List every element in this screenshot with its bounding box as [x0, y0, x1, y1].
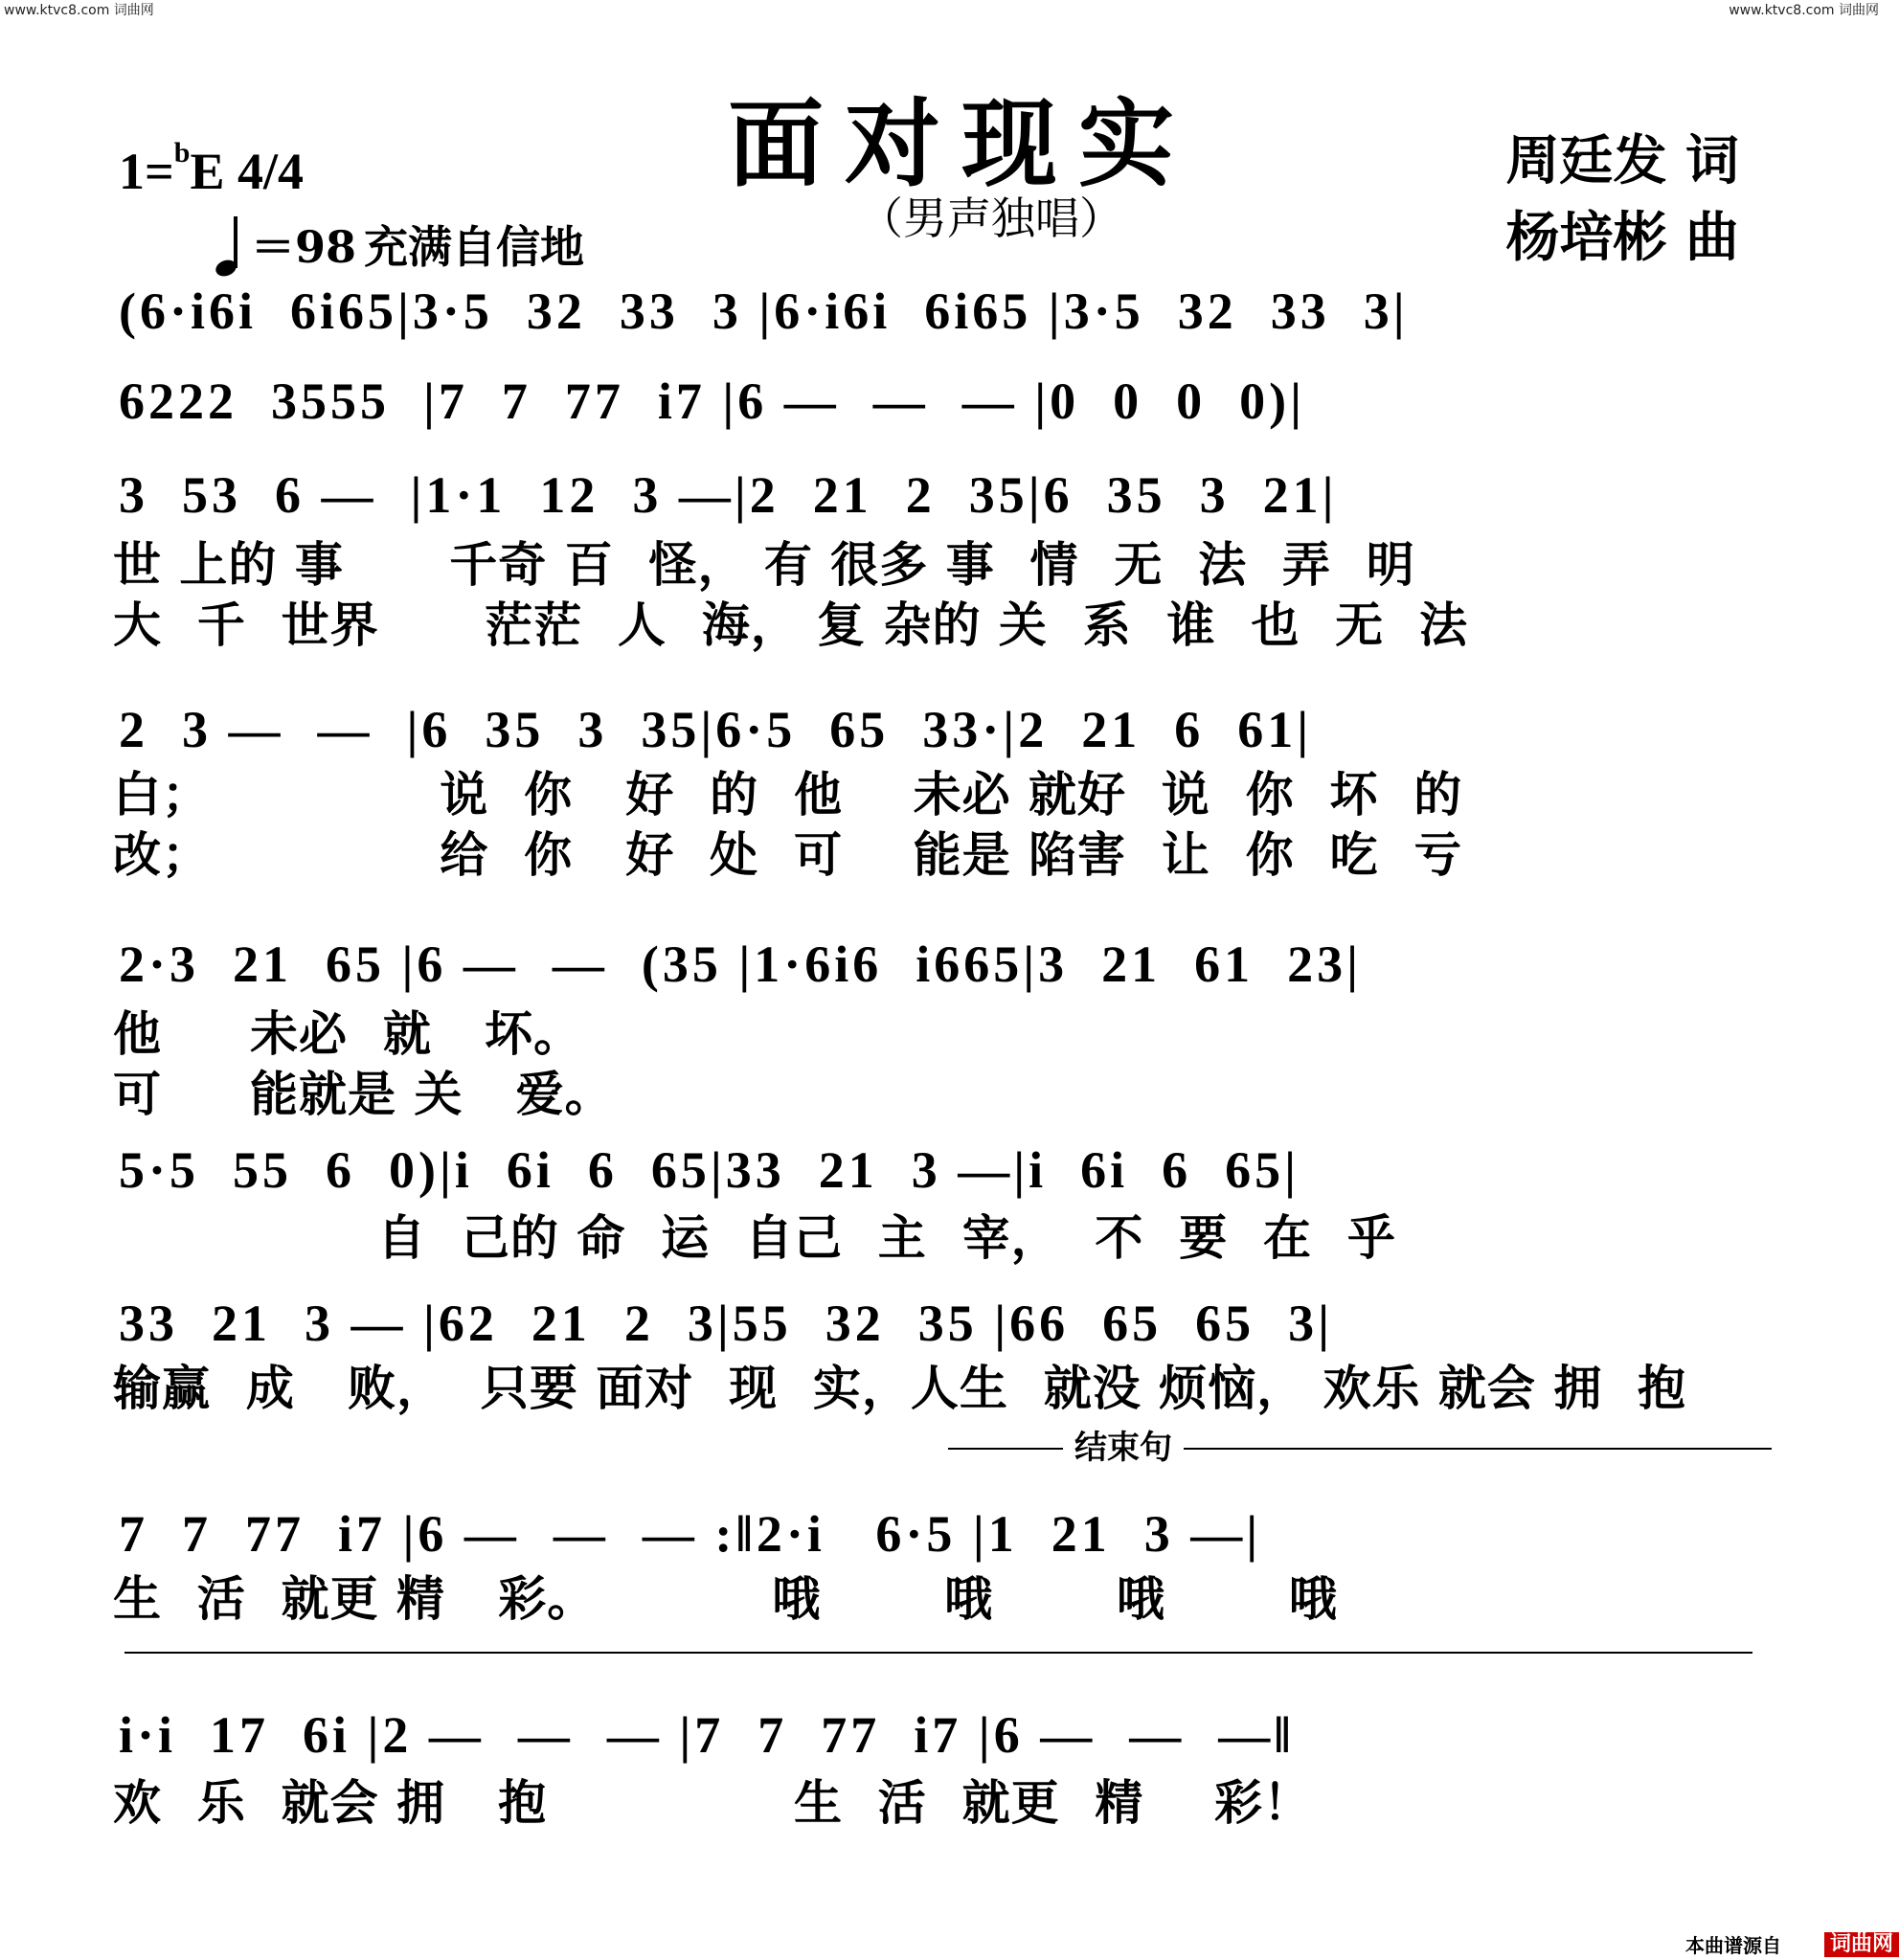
lyric-line: 他 未必 就 坏。	[113, 1005, 583, 1062]
key-flat: b	[173, 137, 191, 169]
watermark-right: www.ktvc8.com 词曲网	[1729, 3, 1879, 18]
site-logo: 词曲网	[1824, 1932, 1899, 1957]
lyric-line: 生 活 就更 精 彩。 哦 哦 哦 哦	[113, 1570, 1338, 1627]
tempo-expression: 充满自信地	[364, 221, 585, 273]
lyric-line: 自 己的 命 运 自己 主 宰， 不 要 在 乎	[113, 1209, 1396, 1266]
tempo-value: ＝98	[251, 221, 357, 273]
tempo-marking	[215, 214, 584, 280]
composer-credit: 杨培彬 曲	[1505, 206, 1739, 269]
lyricist-credit: 周廷发 词	[1505, 129, 1739, 192]
song-subtitle: （男声独唱）	[859, 192, 1123, 244]
watermark-left: www.ktvc8.com 词曲网	[4, 3, 154, 18]
lyric-line: 欢 乐 就会 拥 抱 生 活 就更 精 彩！	[113, 1774, 1313, 1831]
footer-source-text: 本曲谱源自	[1685, 1934, 1781, 1957]
notation-row: 7 7 77 i7 |6 — — — :‖2·i 6·5 |1 21 3 —|	[119, 1505, 1262, 1563]
ending-bracket-line	[124, 1652, 1752, 1654]
notation-row: 3 53 6 — |1·1 12 3 —|2 21 2 35|6 35 3 21|	[119, 466, 1338, 524]
key-prefix: 1=	[119, 143, 174, 200]
lyric-line: 输赢 成 败， 只要 面对 现 实，人生 就没 烦恼， 欢乐 就会 拥 抱	[113, 1360, 1687, 1416]
notation-row: i·i 17 6i |2 — — — |7 7 77 i7 |6 — — —‖	[119, 1706, 1295, 1764]
lyric-line: 白； 说 你 好 的 他 未必 就好 说 你 坏 的	[113, 766, 1463, 822]
lyric-line: 可 能就是 关 爱。	[113, 1066, 614, 1122]
key-signature	[119, 137, 304, 200]
notation-row: 2 3 — — |6 35 3 35|6·5 65 33·|2 21 6 61|	[119, 701, 1313, 758]
quarter-note-icon	[215, 214, 243, 280]
notation-row: 33 21 3 — |62 21 2 3|55 32 35 |66 65 65 3|	[119, 1295, 1334, 1352]
notation-row: 5·5 55 6 0)|i 6i 6 65|33 21 3 —|i 6i 6 65|	[119, 1141, 1300, 1199]
notation-row: 6222 3555 |7 7 77 i7 |6 — — — |0 0 0 0)|	[119, 372, 1306, 430]
lyric-line: 改； 给 你 好 处 可 能是 陷害 让 你 吃 亏	[113, 826, 1463, 883]
ending-label: 结束句	[1063, 1431, 1184, 1464]
song-title: 面对现实	[728, 87, 1195, 200]
lyric-line: 大 千 世界 茫茫 人 海， 复 杂的 关 系 谁 也 无 法	[113, 597, 1468, 653]
lyric-line: 世 上的 事 千奇 百 怪， 有 很多 事 情 无 法 弄 明	[113, 536, 1415, 593]
notation-row: (6·i6i 6i65|3·5 32 33 3 |6·i6i 6i65 |3·5 32 33 3|	[119, 282, 1409, 340]
key-meter: E 4/4	[190, 143, 304, 200]
notation-row: 2·3 21 65 |6 — — (35 |1·6i6 i665|3 21 61 23|	[119, 935, 1363, 993]
